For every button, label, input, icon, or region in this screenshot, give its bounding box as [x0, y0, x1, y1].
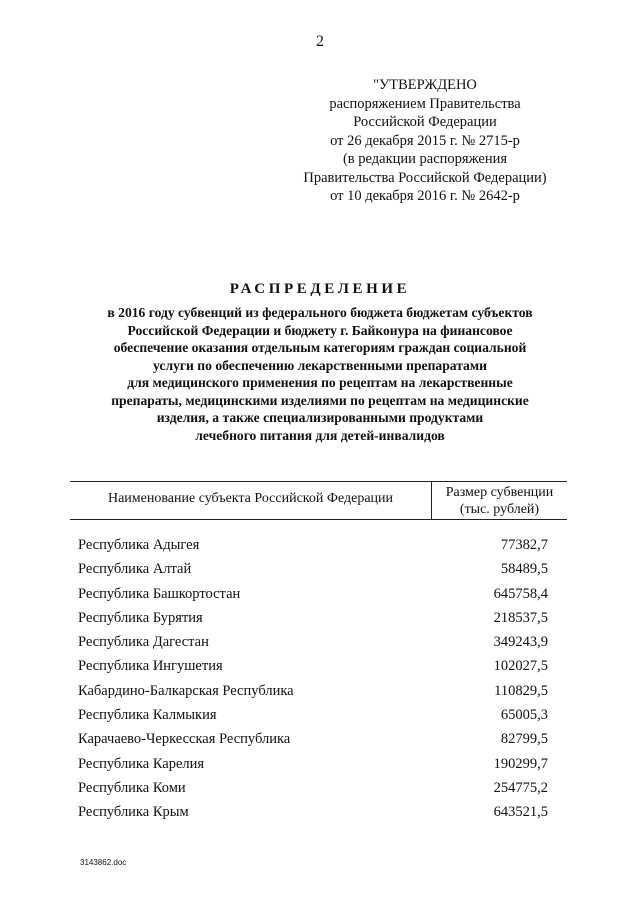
table-row: [78, 703, 558, 727]
subject-name: Карачаево-Черкесская Республика: [78, 731, 291, 748]
subject-name: Республика Дагестан: [78, 634, 209, 651]
subvention-value: 110829,5: [494, 682, 548, 699]
column-header-value-line2: (тыс. рублей): [459, 502, 540, 517]
approval-block: [300, 76, 550, 206]
table-row: [78, 533, 558, 557]
subject-name: Республика Бурятия: [78, 609, 203, 626]
column-header-value-line1: Размер субвенции: [445, 485, 554, 500]
approval-line: Правительства Российской Федерации): [303, 169, 547, 186]
table-body: [78, 533, 558, 825]
subtitle-line: обеспечение оказания отдельным категориям граждан социальной: [113, 340, 527, 355]
subvention-value: 58489,5: [500, 561, 548, 578]
subject-name: Республика Коми: [78, 779, 186, 796]
subject-name: Республика Крым: [78, 804, 189, 821]
subject-name: Республика Адыгея: [78, 537, 200, 553]
subvention-value: 77382,7: [500, 537, 548, 553]
table-row: [78, 679, 558, 703]
subject-name: Республика Карелия: [78, 755, 205, 772]
subtitle-line: для медицинского применения по рецептам на лекарственные: [127, 375, 513, 390]
document-footer-filename: 3143862.doc: [80, 858, 127, 867]
approval-line: Российской Федерации: [353, 114, 497, 130]
document-subtitle: [70, 304, 570, 444]
subtitle-line: услуги по обеспечению лекарственными препаратами: [153, 357, 487, 373]
column-header-name: Наименование субъекта Российской Федерации: [107, 491, 394, 506]
table-row: [78, 654, 558, 678]
table-row: [78, 606, 558, 630]
subject-name: Кабардино-Балкарская Республика: [78, 682, 294, 699]
subvention-value: 643521,5: [493, 804, 548, 821]
approval-line: от 10 декабря 2016 г. № 2642-р: [330, 188, 520, 204]
approval-line: от 26 декабря 2015 г. № 2715-р: [330, 132, 520, 149]
table-header: [70, 481, 567, 520]
subtitle-line: лечебного питания для детей-инвалидов: [195, 427, 445, 443]
table-row: [78, 727, 558, 751]
table-row: [78, 776, 558, 800]
subvention-value: 190299,7: [493, 755, 548, 772]
subtitle-line: Российской Федерации и бюджету г. Байконура на финансовое: [127, 322, 513, 338]
table-row: [78, 582, 558, 606]
subtitle-line: изделия, а также специализированными продуктами: [156, 410, 484, 425]
subvention-value: 102027,5: [493, 658, 548, 675]
subvention-value: 65005,3: [500, 707, 548, 724]
subvention-value: 645758,4: [493, 585, 548, 602]
page-number: 2: [316, 33, 324, 50]
subvention-value: 218537,5: [493, 609, 548, 626]
subvention-value: 349243,9: [493, 634, 548, 651]
subject-name: Республика Ингушетия: [78, 658, 223, 675]
table-row: [78, 800, 558, 824]
document-title: РАСПРЕДЕЛЕНИЕ: [229, 281, 411, 297]
subject-name: Республика Калмыкия: [78, 707, 217, 724]
subject-name: Республика Алтай: [78, 561, 192, 578]
subtitle-line: в 2016 году субвенций из федерального бюджета бюджетам субъектов: [107, 305, 533, 320]
approval-line: "УТВЕРЖДЕНО: [373, 77, 477, 93]
subvention-value: 254775,2: [493, 779, 548, 796]
subvention-value: 82799,5: [500, 731, 548, 748]
column-header-value: [432, 484, 567, 518]
approval-line: (в редакции распоряжения: [342, 151, 508, 167]
table-row: [78, 557, 558, 581]
table-row: [78, 630, 558, 654]
subtitle-line: препараты, медицинскими изделиями по рецептам на медицинские: [111, 392, 529, 408]
table-row: [78, 752, 558, 776]
subject-name: Республика Башкортостан: [78, 585, 241, 602]
approval-line: распоряжением Правительства: [329, 95, 521, 112]
